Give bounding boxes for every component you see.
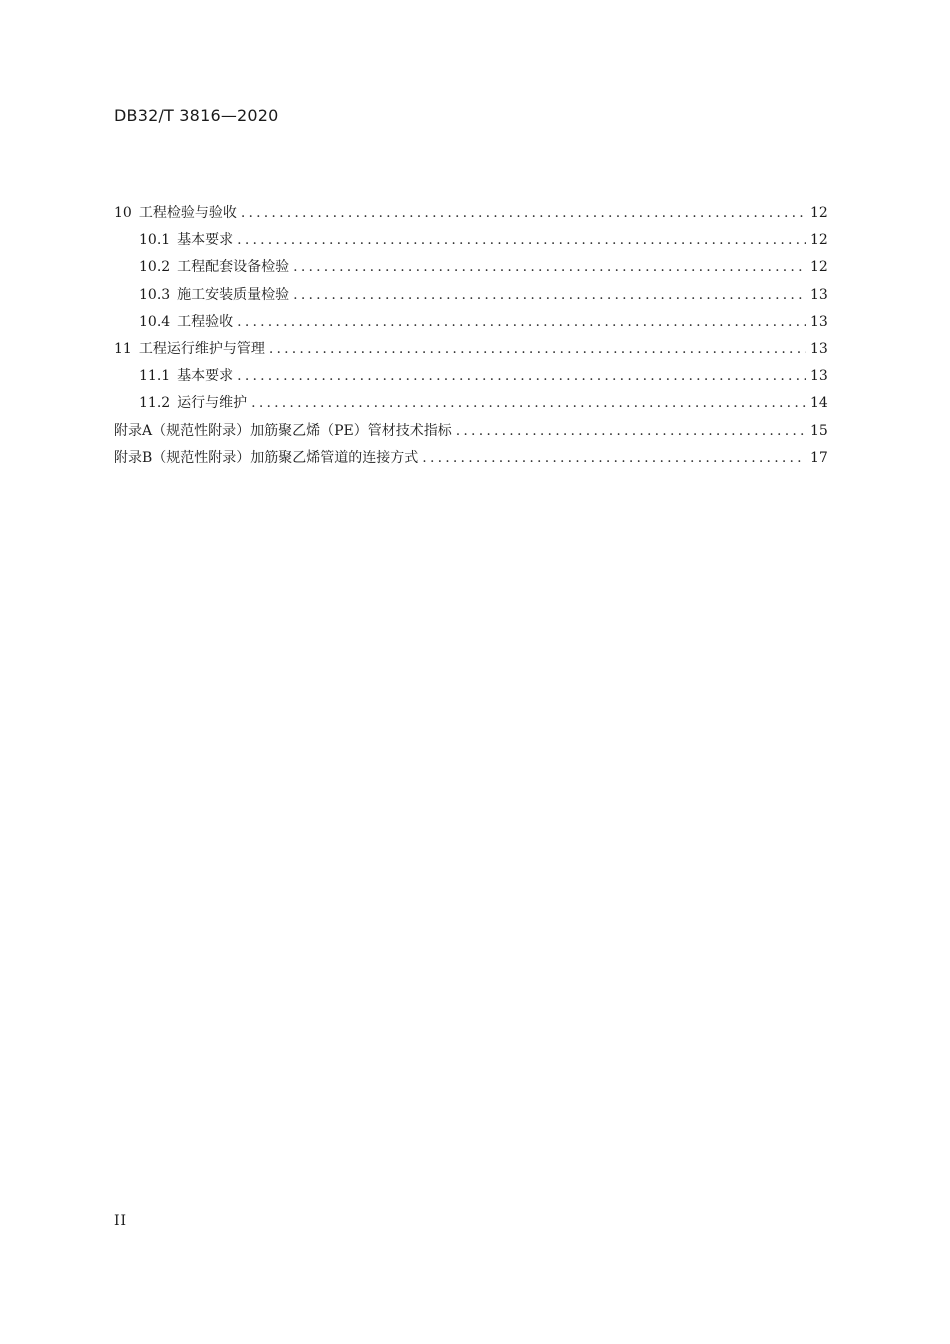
toc-entry-title: 工程检验与验收 — [138, 205, 237, 221]
toc-entry-title: 附录B（规范性附录）加筋聚乙烯管道的连接方式 — [114, 449, 419, 466]
toc-leader-dots — [422, 445, 806, 472]
toc-entry-title: 工程运行维护与管理 — [138, 340, 265, 357]
standard-code-header: DB32/T 3816—2020 — [114, 106, 279, 125]
toc-entry-11[interactable] — [114, 336, 826, 363]
toc-entry-page: 14 — [810, 395, 828, 412]
toc-leader-dots — [237, 227, 806, 254]
toc-entry-page: 13 — [810, 368, 828, 385]
toc-entry-11-2[interactable] — [114, 390, 826, 417]
toc-entry-page: 12 — [810, 232, 828, 249]
toc-entry-appendix-b[interactable] — [114, 445, 826, 472]
toc-entry-title: 基本要求 — [177, 232, 234, 249]
toc-leader-dots — [251, 390, 806, 417]
toc-entry-page: 17 — [810, 449, 828, 466]
toc-entry-page: 13 — [810, 313, 828, 330]
toc-entry-10-3[interactable] — [114, 282, 826, 309]
toc-leader-dots — [293, 282, 806, 309]
toc-entry-number: 10.4 — [139, 313, 171, 330]
toc-entry-10-4[interactable] — [114, 309, 826, 336]
toc-leader-dots — [237, 309, 806, 336]
toc-leader-dots — [241, 200, 806, 227]
toc-entry-title: 工程配套设备检验 — [177, 259, 290, 276]
toc-entry-number: 10.1 — [139, 232, 171, 249]
toc-entry-title: 基本要求 — [177, 368, 234, 385]
toc-entry-10-1[interactable] — [114, 227, 826, 254]
toc-entry-number: 10.3 — [139, 286, 171, 303]
table-of-contents — [114, 200, 826, 472]
toc-entry-title: 运行与维护 — [177, 395, 248, 412]
toc-entry-10-2[interactable] — [114, 254, 826, 281]
toc-entry-title: 工程验收 — [177, 313, 234, 330]
toc-entry-number: 10.2 — [139, 259, 171, 276]
toc-entry-title: 施工安装质量检验 — [177, 286, 290, 303]
toc-entry-number: 11.2 — [139, 395, 171, 412]
page-number: II — [114, 1213, 128, 1229]
toc-entry-appendix-a[interactable] — [114, 418, 826, 445]
toc-leader-dots — [237, 363, 806, 390]
toc-entry-page: 15 — [810, 422, 828, 439]
toc-leader-dots — [269, 336, 806, 363]
toc-entry-number: 11.1 — [139, 368, 171, 385]
toc-leader-dots — [456, 418, 806, 445]
toc-entry-page: 13 — [810, 340, 828, 357]
toc-entry-11-1[interactable] — [114, 363, 826, 390]
toc-entry-page: 12 — [810, 259, 828, 276]
toc-entry-page: 13 — [810, 286, 828, 303]
toc-entry-page: 12 — [810, 205, 828, 221]
toc-entry-10[interactable] — [114, 200, 826, 227]
toc-entry-title: 附录A（规范性附录）加筋聚乙烯（PE）管材技术指标 — [114, 422, 452, 439]
toc-entry-number: 10 — [114, 205, 132, 221]
toc-entry-number: 11 — [114, 340, 132, 357]
toc-leader-dots — [293, 254, 806, 281]
